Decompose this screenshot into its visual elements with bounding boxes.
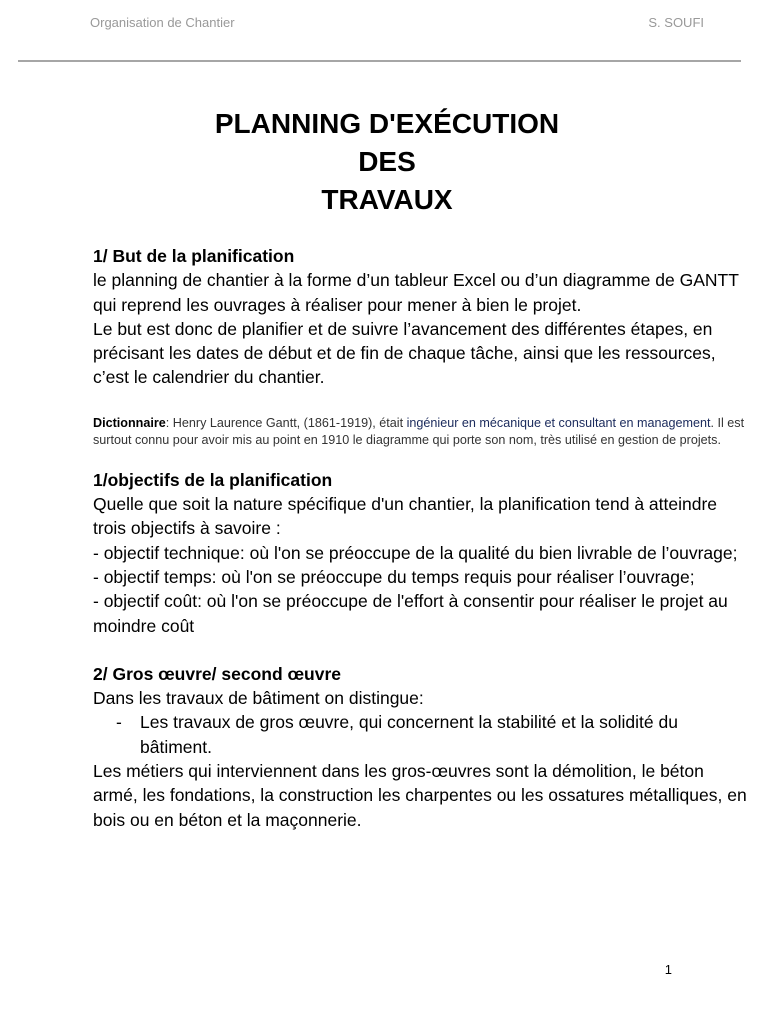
- section-heading-objectifs: 1/objectifs de la planification: [93, 469, 333, 490]
- paragraph-metiers: Les métiers qui interviennent dans les gros-œuvres sont la démolition, le béton armé, les fondations, la construction les charpentes ou les ossatures métalliques, en bois ou en béton et la maçonnerie.: [93, 761, 747, 830]
- header-divider: [18, 60, 741, 62]
- section-heading-gros-oeuvre: 2/ Gros œuvre/ second œuvre: [93, 663, 341, 684]
- dictionary-text-after: . Il est surtout connu pour avoir mis au point en 1910 le diagramme qui porte son nom, très utilisé en gestion de projets.: [93, 415, 745, 448]
- page-title: [0, 105, 768, 219]
- page-title-line-1: PLANNING D'EXÉCUTION: [214, 108, 560, 139]
- page-title-line-2: DES: [358, 146, 416, 177]
- bullet-dash: -: [116, 712, 122, 733]
- list-item-objectif-technique: - objectif technique: où l'on se préoccupe de la qualité du bien livrable de l’ouvrage;: [93, 542, 738, 563]
- page-number: 1: [664, 962, 672, 977]
- dictionary-term: Dictionnaire: [93, 415, 166, 430]
- page-title-line-3: TRAVAUX: [321, 184, 453, 215]
- list-item-objectif-temps: - objectif temps: où l'on se préoccupe du temps requis pour réaliser l’ouvrage;: [93, 566, 695, 587]
- header-course-title: Organisation de Chantier: [90, 15, 235, 30]
- paragraph-planning-purpose: Le but est donc de planifier et de suivre l’avancement des différentes étapes, en précisant les dates de début et de fin de chaque tâche, ainsi que les ressources, c’est le calendrier du chantier.: [93, 318, 716, 388]
- dictionary-text-before: : Henry Laurence Gantt, (1861-1919), était: [165, 415, 407, 430]
- header-author: S. SOUFI: [648, 15, 704, 30]
- section-heading-but: 1/ But de la planification: [93, 246, 295, 266]
- paragraph-gros-oeuvre-intro: Dans les travaux de bâtiment on distingue:: [93, 688, 424, 709]
- dictionary-link[interactable]: ingénieur en mécanique et consultant en management: [406, 415, 711, 430]
- document-body: [93, 244, 753, 832]
- list-item-gros-oeuvre: [93, 710, 753, 759]
- dictionary-note: [93, 415, 753, 450]
- list-item-objectif-cout: - objectif coût: où l'on se préoccupe de l'effort à consentir pour réaliser le projet au moindre coût: [93, 591, 728, 636]
- list-item-gros-oeuvre-text: Les travaux de gros œuvre, qui concernent la stabilité et la solidité du bâtiment.: [140, 712, 678, 757]
- paragraph-planning-definition: le planning de chantier à la forme d’un tableur Excel ou d’un diagramme de GANTT qui reprend les ouvrages à réaliser pour mener à bien le projet.: [93, 270, 739, 315]
- paragraph-objectifs-intro: Quelle que soit la nature spécifique d'un chantier, la planification tend à atteindre trois objectifs à savoire :: [93, 494, 718, 539]
